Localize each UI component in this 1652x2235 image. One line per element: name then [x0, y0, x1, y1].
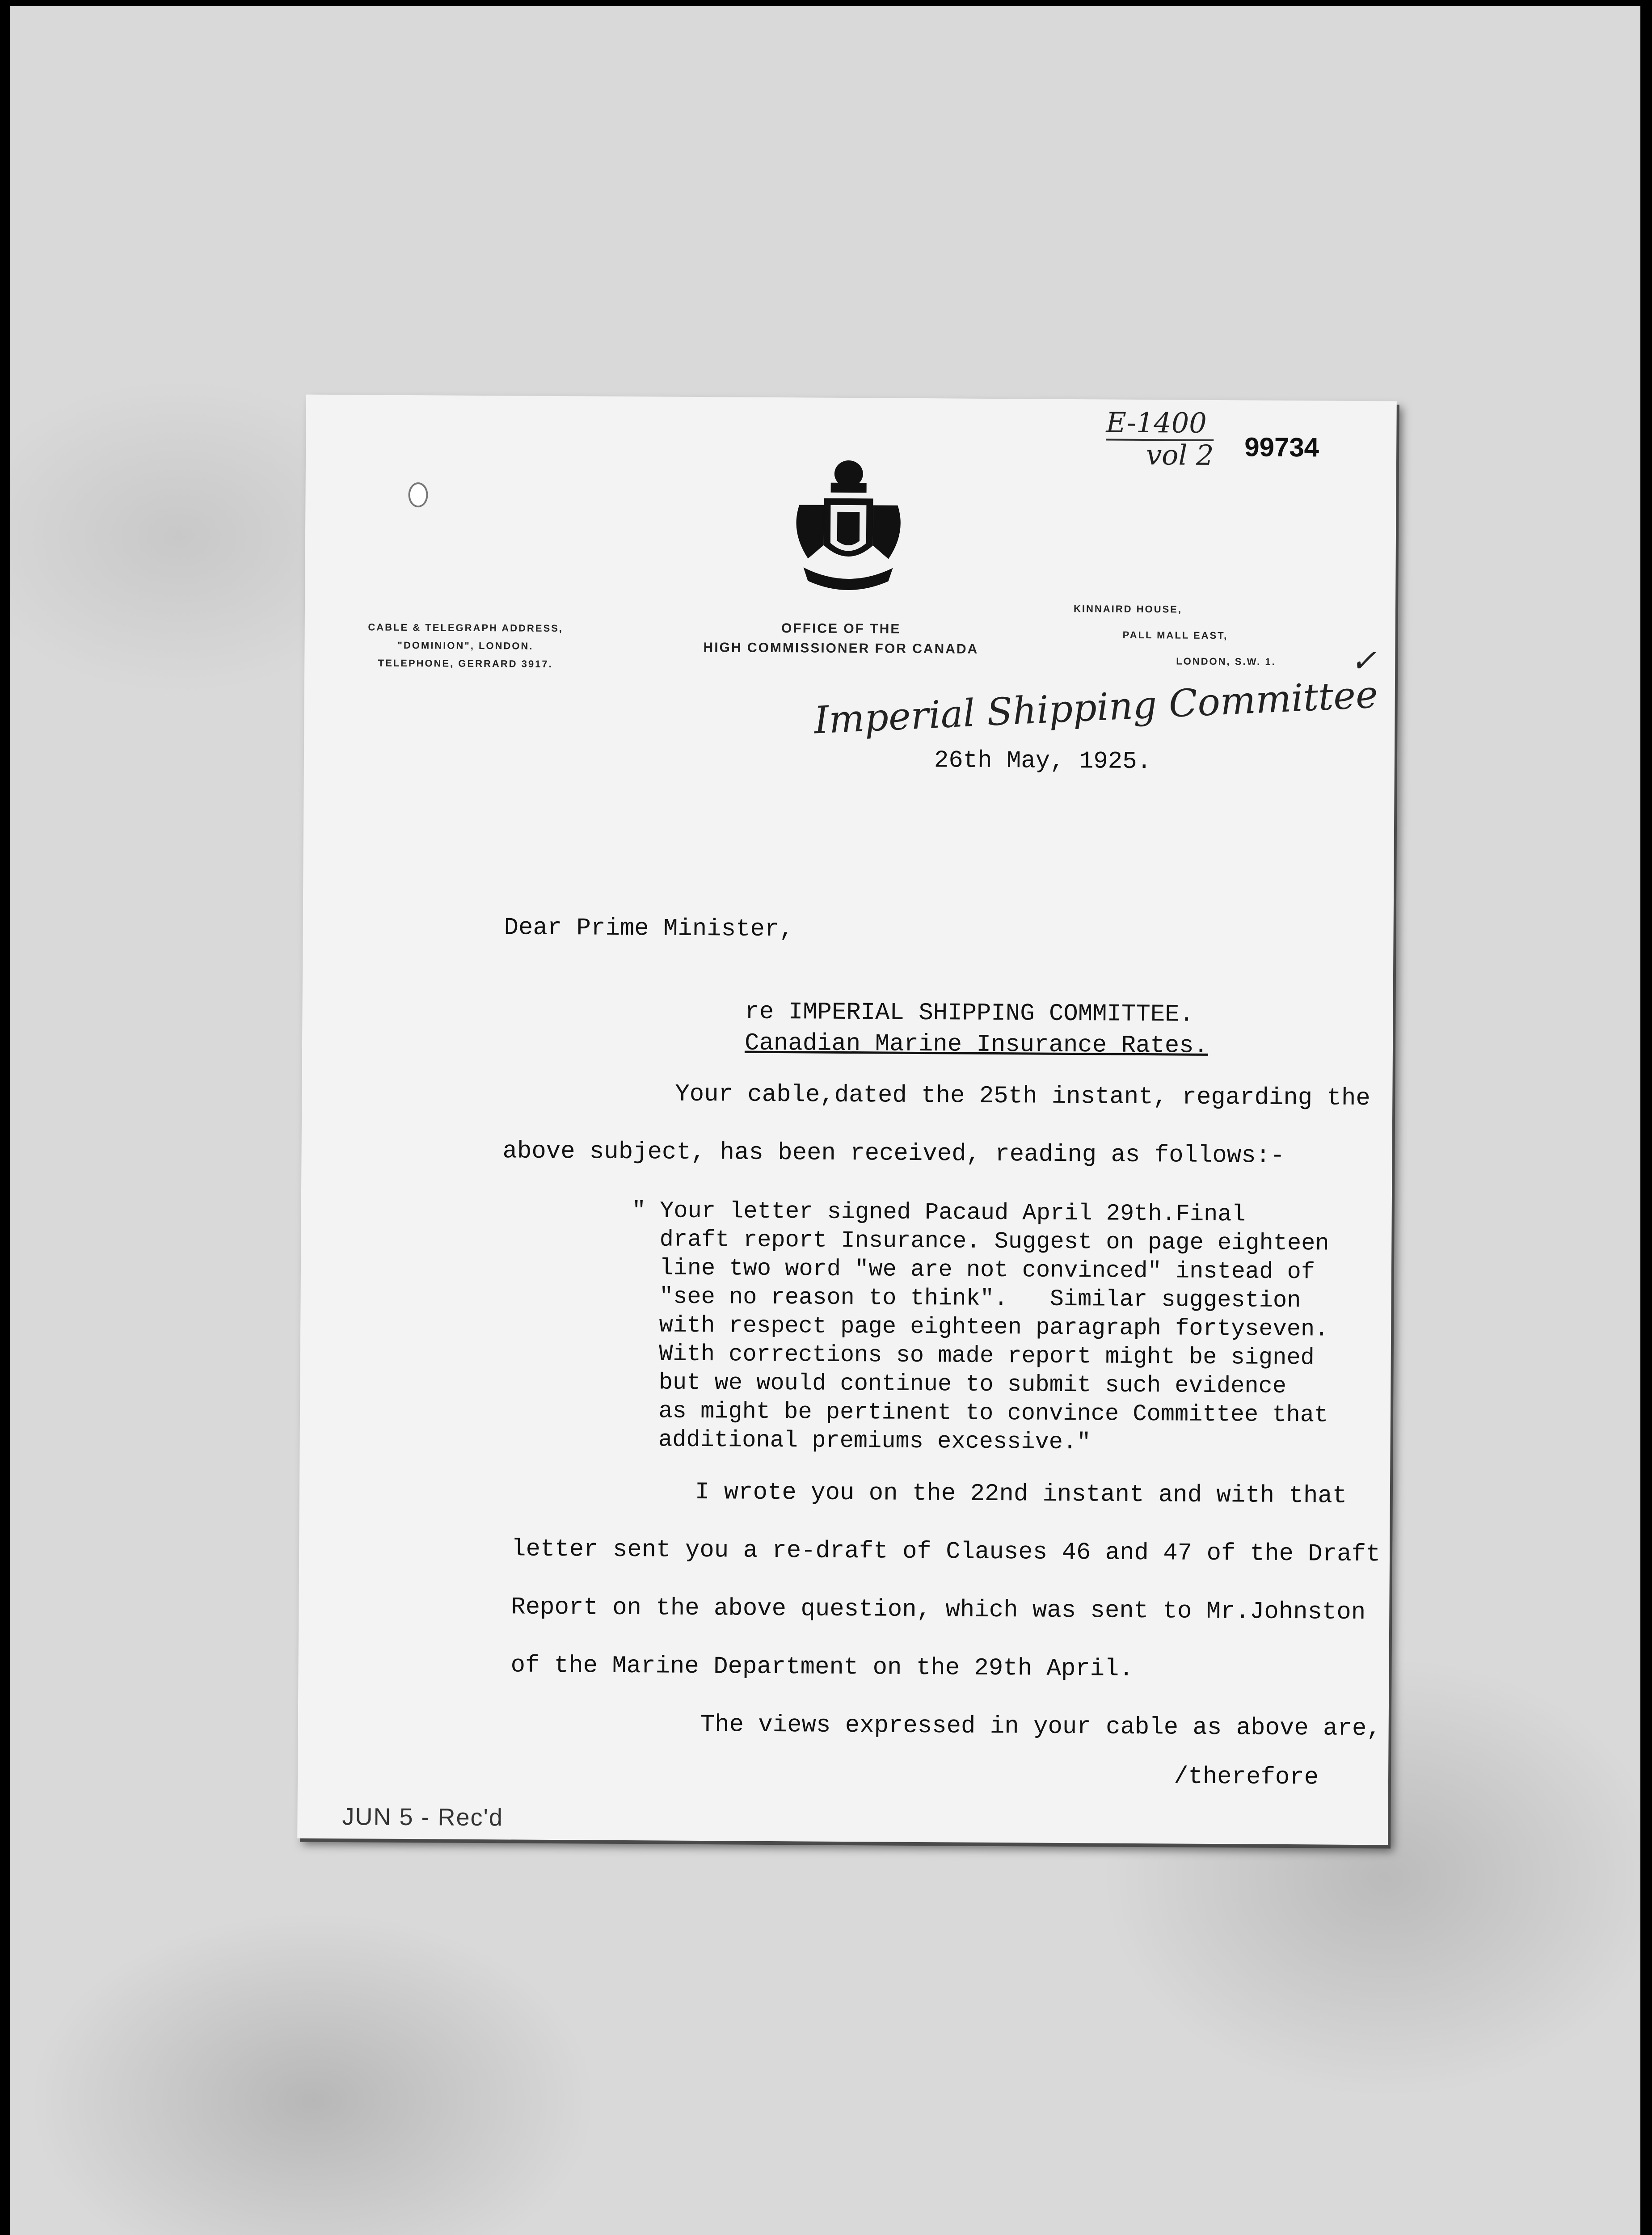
quoted-cable: " Your letter signed Pacaud April 29th.Final draft report Insurance. Suggest on page eighteen line two word "we are not convinced" instead of "see no reason to think". Similar suggestion with respect page eighteen paragraph fortyseven. With corrections so made report might be signed but we would continue to submit such evidence as might be pertinent to convince Committee that additional premiums excessive." — [630, 1198, 1329, 1456]
paragraph2-line1: I wrote you on the 22nd instant and with that — [695, 1478, 1347, 1510]
cable-address-block — [362, 618, 569, 673]
continuation-word: /therefore — [1173, 1763, 1319, 1792]
letter-page — [297, 395, 1397, 1845]
office-title-line2: HIGH COMMISSIONER FOR CANADA — [703, 640, 979, 657]
paragraph2-line2: letter sent you a re-draft of Clauses 46 and 47 of the Draft — [511, 1535, 1381, 1569]
cable-address-line3: TELEPHONE, GERRARD 3917. — [378, 657, 553, 670]
office-title-line1: OFFICE OF THE — [781, 621, 901, 637]
coat-of-arms-crest — [781, 455, 916, 604]
letter-date: 26th May, 1925. — [934, 747, 1152, 776]
office-title — [671, 618, 1011, 660]
paragraph1-line2: above subject, has been received, reading as follows:- — [502, 1138, 1285, 1170]
film-border-right — [1640, 0, 1652, 2235]
received-date-stamp: JUN 5 - Rec'd — [342, 1803, 504, 1831]
cable-address-line2: "DOMINION", LONDON. — [397, 639, 534, 652]
address-line3: LONDON, S.W. 1. — [1176, 655, 1276, 667]
file-ref-bottom: vol 2 — [1146, 439, 1214, 472]
address-line2: PALL MALL EAST, — [1122, 629, 1228, 641]
punch-hole — [408, 482, 428, 507]
subject-line1: re IMPERIAL SHIPPING COMMITTEE. — [745, 998, 1194, 1029]
film-border-left — [0, 0, 10, 2235]
handwritten-annotation: Imperial Shipping Committee — [813, 672, 1379, 742]
file-ref-top: E-1400 — [1106, 409, 1214, 441]
cable-address-line1: CABLE & TELEGRAPH ADDRESS, — [368, 621, 564, 634]
paragraph2-line3: Report on the above question, which was sent to Mr.Johnston — [511, 1594, 1366, 1627]
handwritten-file-reference — [1106, 406, 1214, 472]
office-address-block — [1073, 596, 1324, 675]
salutation: Dear Prime Minister, — [504, 914, 794, 944]
film-border-top — [0, 0, 1652, 6]
document-number: 99734 — [1244, 432, 1319, 463]
check-mark: ✓ — [1350, 642, 1377, 679]
paragraph3-line1: The views expressed in your cable as above are, — [700, 1711, 1381, 1743]
paragraph1-line1: Your cable,dated the 25th instant, regarding the — [675, 1080, 1370, 1113]
address-line1: KINNAIRD HOUSE, — [1073, 603, 1183, 615]
subject-line2: Canadian Marine Insurance Rates. — [744, 1029, 1209, 1060]
paragraph2-line4: of the Marine Department on the 29th April. — [510, 1652, 1134, 1683]
